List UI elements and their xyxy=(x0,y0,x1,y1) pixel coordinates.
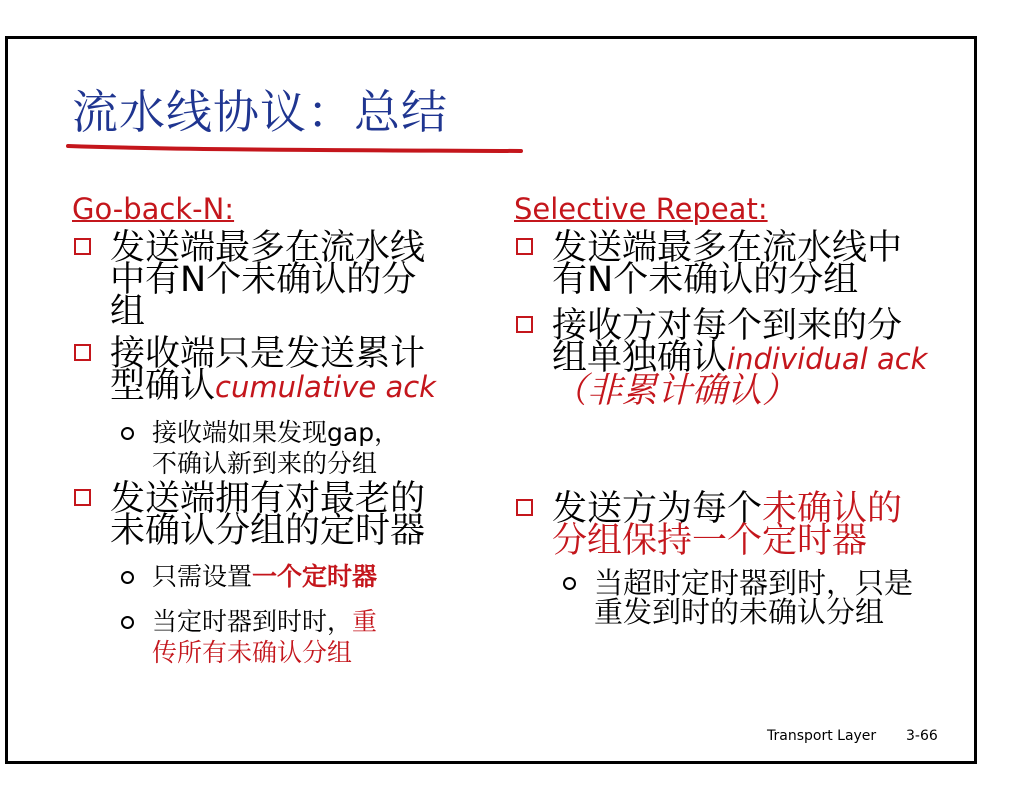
sr-bullet-2: 接收方对每个到来的分 组单独确认individual ack （非累计确认） xyxy=(514,310,964,407)
gbn-bullet-1: 发送端最多在流水线 中有N个未确认的分 组 xyxy=(72,232,472,328)
circle-bullet-icon xyxy=(121,427,134,440)
square-bullet-icon xyxy=(74,489,91,506)
footer-label: Transport Layer xyxy=(767,728,877,744)
sr-bullet-1: 发送端最多在流水线中 有N个未确认的分组 xyxy=(514,232,964,296)
selective-repeat-heading: Selective Repeat: xyxy=(514,192,768,226)
sr-sub-1: 当超时定时器到时，只是 重发到时的未确认分组 xyxy=(514,569,964,627)
go-back-n-column xyxy=(72,190,472,668)
gbn-sub-3: 当定时器到时时，重 传所有未确认分组 xyxy=(72,606,472,668)
square-bullet-icon xyxy=(516,499,533,516)
selective-repeat-column xyxy=(514,190,964,627)
sr-bullet-3: 发送方为每个未确认的 分组保持一个定时器 xyxy=(514,493,964,557)
gbn-bullet-3: 发送端拥有对最老的 未确认分组的定时器 xyxy=(72,483,472,547)
gbn-bullet-2: 接收端只是发送累计 型确认cumulative ack xyxy=(72,338,472,403)
gbn-sub-1: 接收端如果发现gap， 不确认新到来的分组 xyxy=(72,417,472,479)
gbn-sub-2: 只需设置一个定时器 xyxy=(72,561,472,592)
page-number: 3-66 xyxy=(906,728,938,744)
square-bullet-icon xyxy=(516,238,533,255)
go-back-n-heading: Go-back-N: xyxy=(72,192,235,226)
circle-bullet-icon xyxy=(121,571,134,584)
square-bullet-icon xyxy=(516,316,533,333)
square-bullet-icon xyxy=(74,344,91,361)
square-bullet-icon xyxy=(74,238,91,255)
circle-bullet-icon xyxy=(121,616,134,629)
title-underline xyxy=(66,138,526,156)
circle-bullet-icon xyxy=(563,577,576,590)
slide-title: 流水线协议：总结 xyxy=(72,85,448,139)
